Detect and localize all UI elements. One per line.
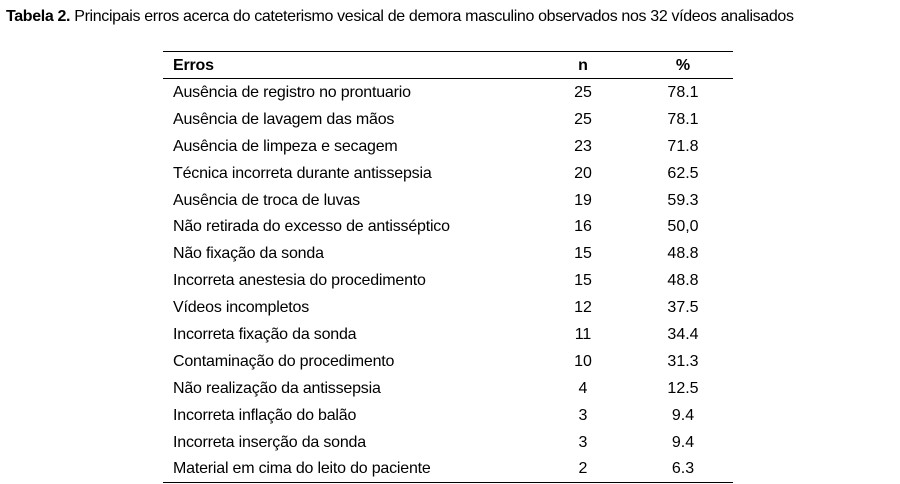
cell-n: 12 [574, 299, 592, 317]
table-row [163, 321, 733, 348]
table-row [163, 106, 733, 133]
cell-n: 23 [574, 137, 592, 155]
cell-n: 10 [574, 352, 592, 370]
errors-table [163, 51, 733, 483]
cell-n: 19 [574, 191, 592, 209]
caption-text: Principais erros acerca do cateterismo vesical de demora masculino observados nos 32 vídeos analisados [74, 8, 794, 25]
cell-percent: 48.8 [667, 272, 699, 290]
cell-erro: Ausência de troca de luvas [173, 191, 360, 209]
cell-percent: 34.4 [667, 326, 699, 344]
cell-n: 4 [578, 379, 588, 397]
cell-n: 11 [574, 326, 592, 344]
table-row [163, 455, 733, 482]
cell-percent: 59.3 [667, 191, 699, 209]
header-n: n [578, 57, 588, 74]
cell-erro: Material em cima do leito do paciente [173, 460, 431, 478]
table-row [163, 79, 733, 106]
cell-erro: Não fixação da sonda [173, 245, 324, 263]
cell-erro: Incorreta anestesia do procedimento [173, 272, 426, 290]
table-body [163, 79, 733, 482]
cell-percent: 9.4 [671, 406, 695, 424]
cell-percent: 78.1 [667, 84, 699, 101]
cell-erro: Ausência de limpeza e secagem [173, 137, 398, 155]
cell-n: 2 [578, 460, 588, 478]
cell-erro: Incorreta inserção da sonda [173, 433, 366, 451]
table-row [163, 267, 733, 294]
cell-percent: 50,0 [667, 218, 699, 236]
table-row [163, 429, 733, 456]
cell-percent: 78.1 [667, 110, 699, 128]
cell-erro: Ausência de lavagem das mãos [173, 110, 395, 128]
cell-percent: 31.3 [667, 352, 699, 370]
cell-percent: 9.4 [671, 433, 695, 451]
table-caption [6, 7, 896, 27]
cell-n: 15 [574, 245, 592, 263]
table-row [163, 160, 733, 187]
cell-n: 16 [574, 218, 592, 236]
cell-erro: Não realização da antissepsia [173, 379, 381, 397]
cell-percent: 71.8 [667, 137, 699, 155]
cell-n: 15 [574, 272, 592, 290]
table-row [163, 402, 733, 429]
cell-n: 20 [574, 164, 592, 182]
table-row [163, 133, 733, 160]
table-row [163, 240, 733, 267]
cell-erro: Técnica incorreta durante antissepsia [173, 164, 432, 182]
cell-percent: 48.8 [667, 245, 699, 263]
table-row [163, 348, 733, 375]
cell-n: 3 [578, 433, 588, 451]
cell-erro: Incorreta inflação do balão [173, 406, 357, 424]
cell-n: 25 [574, 84, 592, 101]
table-row [163, 375, 733, 402]
cell-erro: Incorreta fixação da sonda [173, 326, 357, 344]
cell-percent: 62.5 [667, 164, 699, 182]
cell-erro: Vídeos incompletos [173, 299, 310, 317]
table-row [163, 187, 733, 214]
header-percent: % [675, 57, 691, 74]
table-row [163, 294, 733, 321]
cell-percent: 37.5 [667, 299, 699, 317]
table-row [163, 213, 733, 240]
cell-n: 25 [574, 110, 592, 128]
cell-n: 3 [578, 406, 588, 424]
cell-percent: 6.3 [671, 460, 695, 478]
cell-erro: Não retirada do excesso de antisséptico [173, 218, 450, 236]
header-erros: Erros [173, 57, 214, 74]
cell-erro: Contaminação do procedimento [173, 352, 395, 370]
table-header-row [163, 52, 733, 79]
cell-percent: 12.5 [667, 379, 699, 397]
cell-erro: Ausência de registro no prontuario [173, 84, 411, 101]
caption-label: Tabela 2. [6, 8, 71, 25]
